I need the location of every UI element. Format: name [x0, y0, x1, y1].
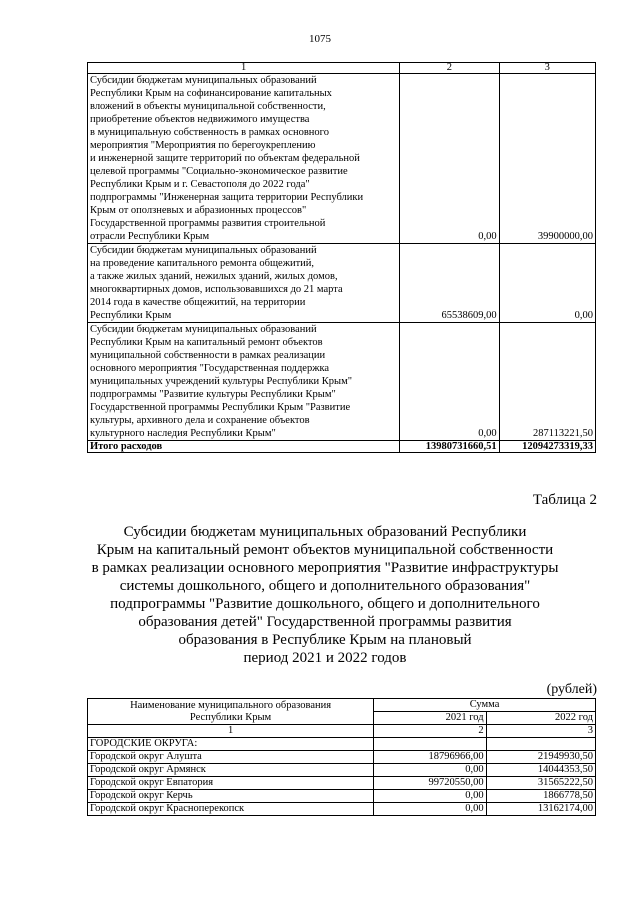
- header-2022: 2022 год: [486, 712, 595, 725]
- total-row: [88, 441, 596, 453]
- table-number-label: Таблица 2: [532, 492, 597, 508]
- description-line: Республики Крым: [90, 310, 172, 321]
- description-line: целевой программы "Социально-экономическое развитие: [90, 166, 348, 177]
- title-line: образования в Республике Крым на плановый: [178, 632, 472, 648]
- description-line: приобретение объектов недвижимого имущества: [90, 114, 310, 125]
- title-line: образования детей" Государственной программы развития: [138, 614, 512, 630]
- row-description: [88, 244, 400, 323]
- expenses-table: [87, 62, 596, 453]
- value-2022: 1866778,50: [486, 790, 595, 803]
- municipality-name: Городской округ Алушта: [88, 751, 374, 764]
- description-line: Субсидии бюджетам муниципальных образований: [90, 245, 317, 256]
- title-line: подпрограммы "Развитие дошкольного, общего и дополнительного: [110, 596, 540, 612]
- description-line: многоквартирных домов, использовавшихся до 21 марта: [90, 284, 343, 295]
- description-line: Республики Крым и г. Севастополя до 2022 года": [90, 179, 310, 190]
- description-line: подпрограммы "Инженерная защита территории Республики: [90, 192, 364, 203]
- header-col-1: 1: [88, 63, 400, 74]
- description-line: 2014 года в качестве общежитий, на территории: [90, 297, 306, 308]
- description-line: мероприятия "Мероприятия по берегоукреплению: [90, 140, 316, 151]
- municipality-name: Городской округ Керчь: [88, 790, 374, 803]
- total-2021: 13980731660,51: [400, 441, 499, 453]
- header-sum: Сумма: [374, 699, 596, 712]
- table-header-row: [88, 699, 596, 712]
- col-number: 1: [88, 725, 374, 738]
- value-2021: 65538609,00: [400, 244, 499, 323]
- description-line: на проведение капитального ремонта общежитий,: [90, 258, 315, 269]
- value-2021: 18796966,00: [374, 751, 486, 764]
- title-line: Субсидии бюджетам муниципальных образований Республики: [123, 524, 527, 540]
- header-col-3: 3: [499, 63, 595, 74]
- description-line: муниципальной собственности в рамках реализации: [90, 350, 326, 361]
- description-line: вложений в объекты муниципальной собственности,: [90, 101, 326, 112]
- value-2021: 0,00: [374, 790, 486, 803]
- empty-cell: [374, 738, 486, 751]
- table-row: [88, 777, 596, 790]
- description-line: основного мероприятия "Государственная поддержка: [90, 363, 330, 374]
- section-title: [60, 523, 590, 667]
- table-row: [88, 790, 596, 803]
- row-description: [88, 323, 400, 441]
- description-line: культурного наследия Республики Крым": [90, 428, 276, 439]
- municipality-name: Городской округ Евпатория: [88, 777, 374, 790]
- value-2021: 0,00: [400, 74, 499, 244]
- title-line: в рамках реализации основного мероприятия "Развитие инфраструктуры: [91, 560, 559, 576]
- table-row: [88, 323, 596, 441]
- col-number: 2: [374, 725, 486, 738]
- table-header-row: [88, 63, 596, 74]
- title-line: Крым на капитальный ремонт объектов муниципальной собственности: [96, 542, 554, 558]
- description-line: в муниципальную собственность в рамках основного: [90, 127, 329, 138]
- table-row: [88, 751, 596, 764]
- title-line: период 2021 и 2022 годов: [243, 650, 407, 666]
- table-row: [88, 803, 596, 816]
- description-line: культуры, архивного дела и сохранение объектов: [90, 415, 310, 426]
- table-number-row: [88, 725, 596, 738]
- value-2022: 39900000,00: [499, 74, 595, 244]
- table-row: [88, 764, 596, 777]
- description-line: муниципальных учреждений культуры Республики Крым": [90, 376, 353, 387]
- subsidies-table: [87, 698, 596, 816]
- municipality-name: Городской округ Армянск: [88, 764, 374, 777]
- description-line: Республики Крым на капитальный ремонт объектов: [90, 337, 323, 348]
- description-line: подпрограммы "Развитие культуры Республики Крым": [90, 389, 336, 400]
- total-label: Итого расходов: [88, 441, 400, 453]
- title-line: системы дошкольного, общего и дополнительного образования": [119, 578, 531, 594]
- page-number: 1075: [309, 33, 331, 45]
- col-number: 3: [486, 725, 595, 738]
- table-row: [88, 244, 596, 323]
- value-2021: 0,00: [374, 764, 486, 777]
- description-line: Крым от оползневых и абразионных процессов": [90, 205, 307, 216]
- description-line: а также жилых зданий, нежилых зданий, жилых домов,: [90, 271, 338, 282]
- total-2022: 12094273319,33: [499, 441, 595, 453]
- row-description: [88, 74, 400, 244]
- section-row: [88, 738, 596, 751]
- value-2021: 0,00: [374, 803, 486, 816]
- value-2022: 287113221,50: [499, 323, 595, 441]
- empty-cell: [486, 738, 595, 751]
- section-label: ГОРОДСКИЕ ОКРУГА:: [88, 738, 374, 751]
- description-line: отрасли Республики Крым: [90, 231, 210, 242]
- description-line: Субсидии бюджетам муниципальных образований: [90, 75, 317, 86]
- value-2022: 13162174,00: [486, 803, 595, 816]
- municipality-name: Городской округ Красноперекопск: [88, 803, 374, 816]
- header-name-line: Республики Крым: [189, 711, 272, 723]
- value-2022: 14044353,50: [486, 764, 595, 777]
- header-col-2: 2: [400, 63, 499, 74]
- description-line: и инженерной защите территорий по объектам федеральной: [90, 153, 360, 164]
- value-2021: 0,00: [400, 323, 499, 441]
- description-line: Республики Крым на софинансирование капитальных: [90, 88, 332, 99]
- description-line: Государственной программы Республики Крым "Развитие: [90, 402, 351, 413]
- header-name-line: Наименование муниципального образования: [130, 699, 332, 711]
- header-name: [88, 699, 374, 725]
- description-line: Государственной программы развития строительной: [90, 218, 326, 229]
- table-row: [88, 74, 596, 244]
- value-2022: 21949930,50: [486, 751, 595, 764]
- description-line: Субсидии бюджетам муниципальных образований: [90, 324, 317, 335]
- units-label: (рублей): [546, 682, 597, 697]
- value-2022: 31565222,50: [486, 777, 595, 790]
- value-2021: 99720550,00: [374, 777, 486, 790]
- value-2022: 0,00: [499, 244, 595, 323]
- header-2021: 2021 год: [374, 712, 486, 725]
